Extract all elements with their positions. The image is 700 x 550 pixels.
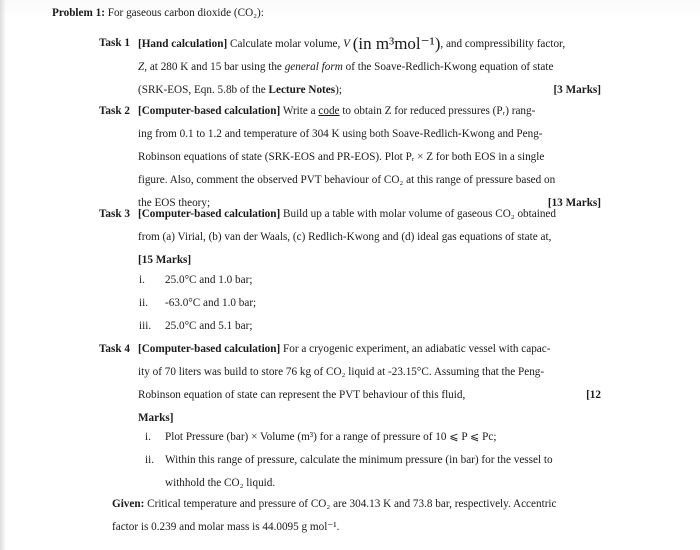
- code-word: code: [318, 105, 340, 117]
- task-1-label: Task 1: [99, 37, 130, 49]
- task-1: [99, 32, 601, 102]
- task-1-line-1: [Hand calculation] Calculate molar volume, V (in m³mol⁻¹), and compressibility factor,: [138, 34, 566, 53]
- list-item-continuation: withhold the CO₂ liquid.: [165, 477, 276, 489]
- task-4-body: [Computer-based calculation] For a cryogenic experiment, an adiabatic vessel with capac- ity of 70 liters was build to store 76 kg of CO₂ liquid at -23.15°C. Assuming that the Peng- Robinson equation of state can represent the PVT behaviour of this fluid, [12 Marks]: [138, 338, 601, 430]
- given-label: Given:: [112, 498, 145, 510]
- task-1-tag: [Hand calculation]: [138, 38, 228, 50]
- task-4-tag: [Computer-based calculation]: [138, 343, 281, 355]
- task-2-label: Task 2: [99, 105, 130, 117]
- task-3-tag: [Computer-based calculation]: [138, 208, 281, 220]
- given-section: Given: Critical temperature and pressure of CO₂ are 304.13 K and 73.8 bar, respectively. Accentric factor is 0.239 and molar mass is 44.0095 g mol⁻¹.: [112, 498, 557, 533]
- problem-header: [52, 2, 264, 25]
- task-3-body: [Computer-based calculation] Build up a table with molar volume of gaseous CO₂ obtained from (a) Virial, (b) van der Waals, (c) Redlich-Kwong and (d) ideal gas equations of state at, [15 Marks]: [138, 203, 601, 272]
- page-edge-shadow: [0, 0, 6, 550]
- task-1-body: [138, 32, 601, 102]
- task-3-label: Task 3: [99, 208, 130, 220]
- task-4-label: Task 4: [99, 343, 130, 355]
- list-item: i. Plot Pressure (bar) × Volume (m³) for a range of pressure of 10 ⩽ P ⩽ Pc;: [145, 431, 497, 443]
- task-2-body: [Computer-based calculation] Write a code to obtain Z for reduced pressures (Pᵣ) rang- ing from 0.1 to 1.2 and temperature of 304 K using both Soave-Redlich-Kwong and Peng- Robinson equations of state (SRK-EOS and PR-EOS). Plot Pᵣ × Z for both EOS in a single figure. Also, comment the observed PVT behaviour of CO₂ at this range of pressure based on the EOS theory; [13 Marks]: [138, 100, 601, 215]
- list-item: iii. 25.0°C and 5.1 bar;: [139, 320, 253, 332]
- task-4: [99, 338, 601, 430]
- molar-volume-units: (in m³mol⁻¹): [352, 34, 441, 53]
- task-4-marks-part-2: Marks]: [138, 412, 174, 424]
- problem-intro: For gaseous carbon dioxide (CO₂):: [107, 7, 264, 19]
- task-3-marks: [15 Marks]: [138, 254, 192, 266]
- task-3: [99, 203, 601, 272]
- list-item: i. 25.0°C and 1.0 bar;: [139, 274, 253, 286]
- task-2-tag: [Computer-based calculation]: [138, 105, 281, 117]
- task-1-line-2: Z, at 280 K and 15 bar using the general form of the Soave-Redlich-Kwong equation of state: [138, 61, 554, 73]
- task-3-conditions-list: [99, 269, 601, 338]
- problem-label: Problem 1:: [52, 7, 105, 19]
- list-item: ii. -63.0°C and 1.0 bar;: [139, 297, 257, 309]
- task-4-marks-part-1: [12: [586, 389, 601, 401]
- task-1-line-3: (SRK-EOS, Eqn. 5.8b of the Lecture Notes); [3 Marks]: [138, 79, 601, 102]
- task-4-items-list: [99, 426, 601, 495]
- task-2: [99, 100, 601, 215]
- task-2-marks: [13 Marks]: [547, 197, 601, 209]
- task-1-marks: [3 Marks]: [553, 84, 601, 96]
- list-item: ii. Within this range of pressure, calculate the minimum pressure (in bar) for the vessel to: [145, 454, 553, 466]
